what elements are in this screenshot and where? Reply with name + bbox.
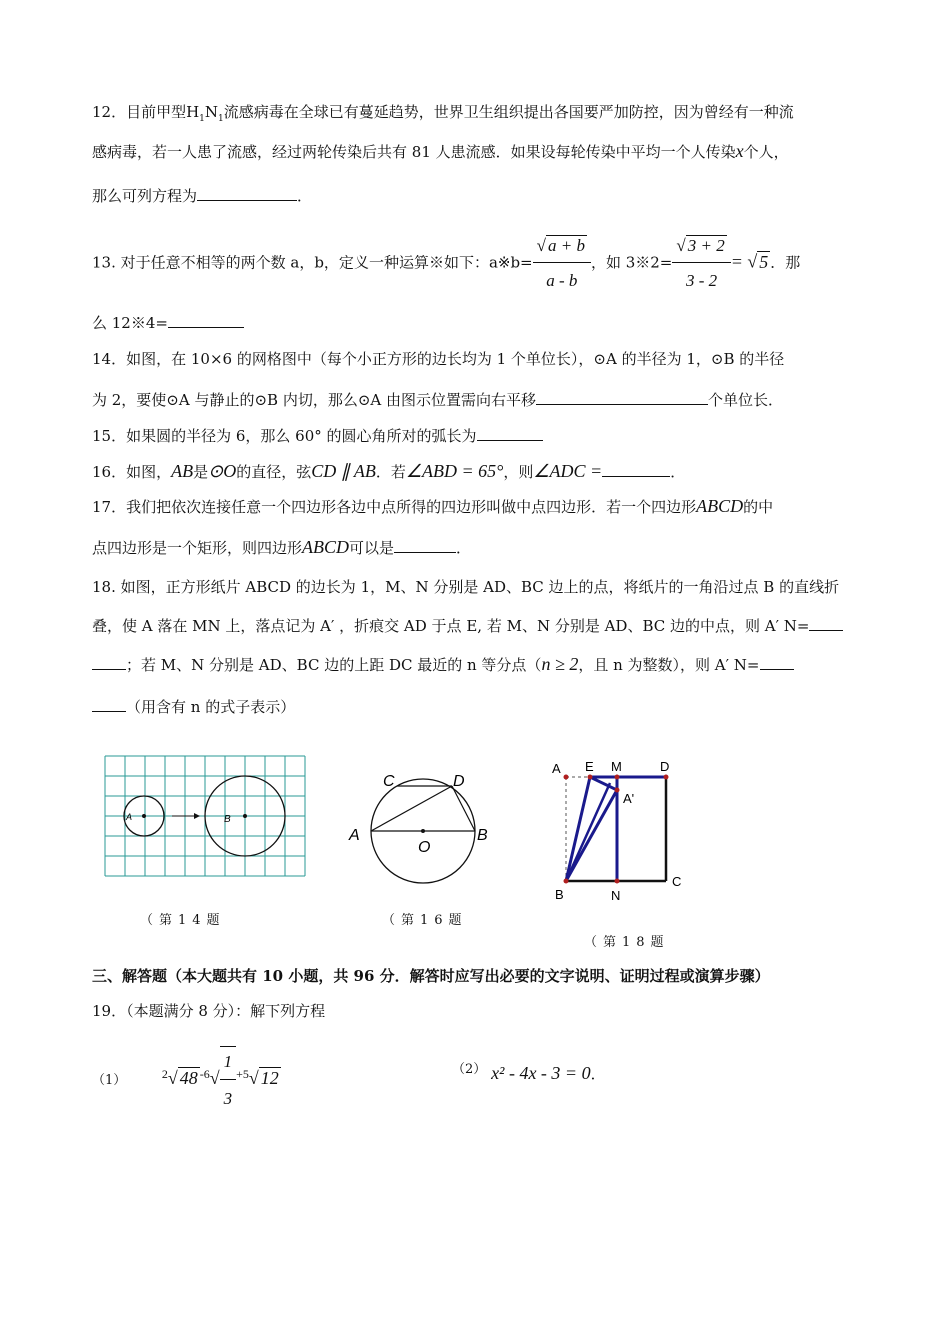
q18-line4: （用含有 n 的式子表示） xyxy=(92,697,295,717)
q19-part1: （1） $^2$√ 48 $^{-6}$√ $\frac{1}{3}$ $^{+5}$√ 12 xyxy=(92,1046,281,1114)
label-a-prime: A' xyxy=(623,791,635,806)
q18-answer-blank-2b[interactable] xyxy=(92,697,126,712)
label-a: A xyxy=(349,827,360,844)
label-a: A xyxy=(552,761,561,776)
q16-answer-blank[interactable] xyxy=(602,462,670,477)
label-b: B xyxy=(555,887,564,902)
q18-answer-blank-1b[interactable] xyxy=(92,655,126,670)
q14-line2: 为 2，要使⊙A 与静止的⊙B 内切，那么⊙A 由图示位置需向右平移 个单位长． xyxy=(92,391,784,409)
q12-line2: 感病毒，若一人患了流感，经过两轮传染后共有 81 人患流感．如果设每轮传染中平均一个人传染x个人， xyxy=(92,141,789,161)
q14-line1: 14．如图，在 10×6 的网格图中（每个小正方形的边长均为 1 个单位长），⊙A 的半径为 1，⊙B 的半径 xyxy=(92,350,785,368)
figure-18-square xyxy=(548,755,698,910)
q12-answer-blank[interactable] xyxy=(197,186,297,201)
q15-line: 15．如果圆的半径为 6，那么 60° 的圆心角所对的弧长为 xyxy=(92,426,543,446)
q15-answer-blank[interactable] xyxy=(477,426,543,441)
q18-answer-blank-1a[interactable] xyxy=(809,616,843,631)
caption-14: （第14题 xyxy=(140,913,226,928)
label-o: O xyxy=(418,839,431,856)
q14-answer-blank[interactable] xyxy=(536,390,708,405)
figure-14-grid xyxy=(104,755,308,877)
chord-db xyxy=(452,786,475,831)
caption-16: （第16题 xyxy=(382,913,468,928)
q12-line1: 12．目前甲型$H_1N_1$流感病毒在全球已有蔓延趋势，世界卫生组织提出各国要严加防控，因为曾经有一种流 xyxy=(92,103,794,124)
chord-ad xyxy=(371,786,452,831)
label-d: D xyxy=(660,759,670,774)
q13-fraction-def: $\frac{√ a + b}{a - b}$ xyxy=(533,232,591,295)
q18-line3: ；若 M、N 分别是 AD、BC 边的上距 DC 最近的 n 等分点（n ≥ 2，且 n 为整数），则 A′ N= xyxy=(92,654,794,675)
q12-line3: 那么可列方程为 ． xyxy=(92,187,313,205)
figure-16-circle xyxy=(345,770,495,900)
label-c: C xyxy=(672,874,682,889)
label-d: D xyxy=(453,773,465,790)
label-n: N xyxy=(611,888,621,903)
q18-line2: 叠，使 A 落在 MN 上，落点记为 A′ ，折痕交 AD 于点 E, 若 M、N 分别是 AD、BC 边的中点，则 A′ N= xyxy=(92,616,843,636)
q18-line1: 18. 如图，正方形纸片 ABCD 的边长为 1，M、N 分别是 AD、BC 边上的点，将纸片的一角沿过点 B 的直线折 xyxy=(92,578,840,596)
label-e: E xyxy=(585,759,594,774)
q13-fraction-example: $\frac{√ 3 + 2}{3 - 2}$ xyxy=(672,232,730,295)
label-b: B xyxy=(224,814,231,825)
section-3-title: 三、解答题（本大题共有 10 小题，共 96 分．解答时应写出必要的文字说明、证明过程或演算步骤） xyxy=(92,967,770,985)
q19-title: 19．（本题满分 8 分）：解下列方程 xyxy=(92,1002,326,1020)
q13-line1: 13. 对于任意不相等的两个数 a，b，定义一种运算※如下：a※b= $\frac{√ a + b}{a - b}$ ，如 3※2= $\frac{√ 3 + 2}{3 - 2}$ = √ 5 ．那 xyxy=(92,232,800,295)
q13-line2: 么 12※4= xyxy=(92,313,244,333)
q19-part2: （2） x² - 4x - 3 = 0． xyxy=(452,1062,606,1083)
label-c: C xyxy=(383,773,395,790)
label-b: B xyxy=(477,827,488,844)
q13-answer-blank[interactable] xyxy=(168,313,244,328)
label-m: M xyxy=(611,759,622,774)
caption-18: （第18题 xyxy=(584,935,670,950)
q17-line2: 点四边形是一个矩形，则四边形ABCD可以是 ． xyxy=(92,537,472,557)
q17-answer-blank[interactable] xyxy=(394,538,456,553)
q18-answer-blank-2a[interactable] xyxy=(760,655,794,670)
q16-line: 16．如图，AB是⊙O的直径，弦CD ∥ AB．若∠ABD = 65°，则∠ADC = ． xyxy=(92,461,686,481)
label-a: A xyxy=(126,812,133,822)
q17-line1: 17．我们把依次连接任意一个四边形各边中点所得的四边形叫做中点四边形．若一个四边形ABCD的中 xyxy=(92,496,774,516)
